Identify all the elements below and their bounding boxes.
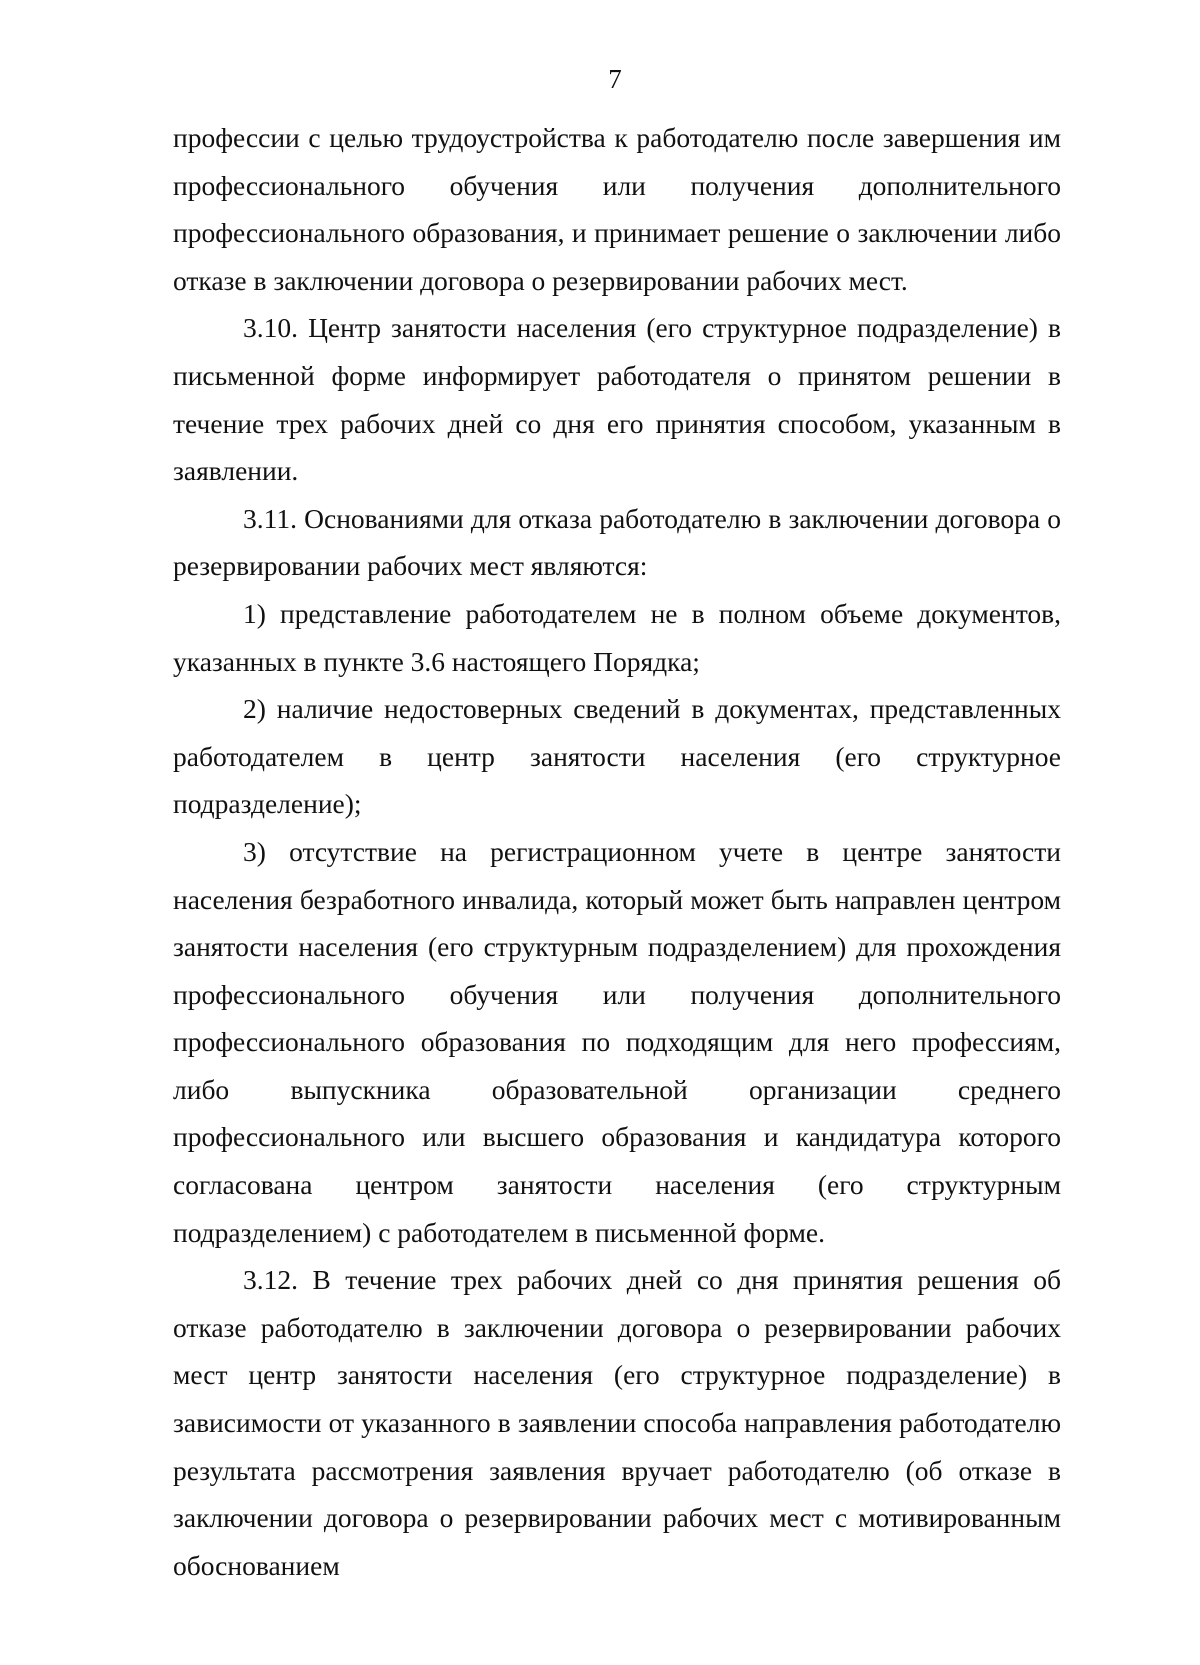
paragraph-clause-3-11: 3.11. Основаниями для отказа работодателю в заключении договора о резервировании рабочих мест являются: — [173, 502, 1061, 582]
document-body — [173, 114, 1061, 1589]
page-number: 7 — [608, 64, 622, 94]
paragraph-clause-3-11-item-2: 2) наличие недостоверных сведений в документах, представленных работодателем в центр занятости населения (его структурное подразделение); — [173, 693, 1061, 820]
paragraph-clause-3-11-item-1: 1) представление работодателем не в полном объеме документов, указанных в пункте 3.6 настоящего Порядка; — [173, 597, 1061, 677]
paragraph-clause-3-12: 3.12. В течение трех рабочих дней со дня принятия решения об отказе работодателю в заключении договора о резервировании рабочих мест центр занятости населения (его структурное подразделение) в зависимости от указанного в заявлении способа направления работодателю результата рассмотрения заявления вручает работодателю (об отказе в заключении договора о резервировании рабочих мест с мотивированным обоснованием — [173, 1264, 1061, 1581]
paragraph-continuation: профессии с целью трудоустройства к работодателю после завершения им профессионального обучения или получения дополнительного профессионального образования, и принимает решение о заключении либо отказе в заключении договора о резервировании рабочих мест. — [173, 122, 1061, 296]
paragraph-clause-3-10: 3.10. Центр занятости населения (его структурное подразделение) в письменной форме информирует работодателя о принятом решении в течение трех рабочих дней со дня его принятия способом, указанным в заявлении. — [173, 312, 1061, 487]
paragraph-clause-3-11-item-3: 3) отсутствие на регистрационном учете в центре занятости населения безработного инвалида, который может быть направлен центром занятости населения (его структурным подразделением) для прохождения профессионального обучения или получения дополнительного профессионального образования по подходящим для него профессиям, либо выпускника образовательной организации среднего профессионального или высшего образования и кандидатура которого согласована центром занятости населения (его структурным подразделением) с работодателем в письменной форме. — [173, 835, 1061, 1248]
